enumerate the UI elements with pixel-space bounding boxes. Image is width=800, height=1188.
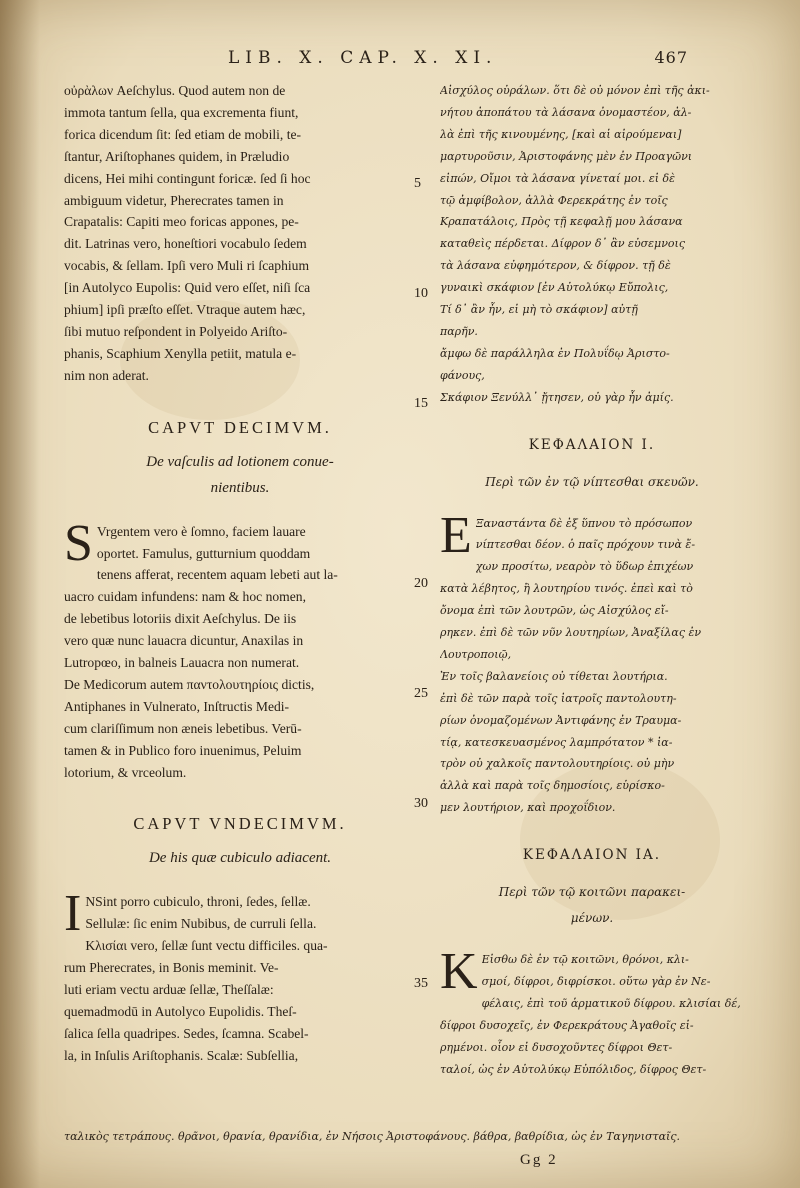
subtitle-line: μένων. (570, 911, 614, 926)
text-line: καταθεὶς πέρδεται. Δίφρον δ᾽ ἂν εὐσεμνοις (440, 237, 685, 251)
text-line: τὰ λάσανα εὐφημότερον, & δίφρον. τῇ δὲ (440, 259, 671, 273)
latin-column (64, 80, 416, 1067)
text-line: ſtantur, Ariſtophanes quidem, in Præludio (64, 148, 290, 164)
text-line: χων προσίτω, νεαρὸν τὸ ὕδωρ ἐπιχέων (475, 560, 694, 574)
text-line: τῷ ἀμφίβολον, ἀλλὰ Φερεκράτης ἐν τοῖς (440, 193, 668, 207)
greek-chapter-11-body (440, 943, 744, 1080)
greek-chapter-11-subtitle (440, 879, 744, 931)
drop-cap: Ε (440, 506, 472, 564)
text-line: ταλοί, ὡς ἐν Αὐτολύκῳ Εὐπόλιδος, δίφρος Θετ- (440, 1062, 707, 1076)
text-line: oportet. Famulus, gutturnium quoddam (96, 545, 311, 561)
text-line: Ἐν τοῖς βαλανείοις οὐ τίθεται λουτήρια. (440, 669, 668, 683)
text-line: de lebetibus lotoriis dixit Aeſchylus. De iis (64, 611, 297, 627)
drop-cap: S (64, 514, 93, 572)
text-line: Λουτροποιῷ, (440, 647, 512, 661)
text-line: Vrgentem vero è ſomno, faciem lauare (96, 523, 306, 539)
text-line: εἰπών, Οἴμοι τὰ λάσανα γίνεταί μοι. εἰ δὲ (440, 171, 676, 185)
text-line: σμοί, δίφροι, διφρίσκοι. οὕτω γὰρ ἐν Νε- (481, 975, 711, 988)
text-line: Αἰσχύλος οὐράλων. ὅτι δὲ οὐ μόνον ἐπὶ τῆς ἀκι- (440, 84, 710, 97)
text-line: λὰ ἐπὶ τῆς κινουμένης, [καὶ αἱ αἰρούμεναι] (440, 127, 682, 141)
line-number: 20 (414, 576, 428, 591)
text-line: κατὰ λέβητος, ἢ λουτηρίου τινός. ἐπεὶ καὶ τὸ (440, 582, 693, 596)
text-line: cum clariſſimum non æneis lebetibus. Verū- (64, 720, 302, 736)
line-number: 25 (414, 686, 428, 701)
text-line: phium] ipſi præſto eſſet. Vtraque autem hæc, (64, 302, 306, 318)
text-line: ὄνομα ἐπὶ τῶν λουτρῶν, ὡς Αἰσχύλος εἴ- (440, 604, 669, 618)
running-header (228, 48, 688, 68)
line-number: 15 (414, 396, 428, 411)
drop-cap: Κ (440, 943, 478, 1001)
text-line: Lutropœo, in balneis Lauacra non numerat. (64, 655, 300, 671)
text-line: Sellulæ: ſic enim Nubibus, de curruli ſella. (85, 916, 317, 932)
text-line: νίπτεσθαι δέον. ὁ παῖς πρόχουν τινὰ ἔ- (475, 538, 696, 552)
text-line: quemadmodū in Autolyco Eupolidis. Theſ- (64, 1003, 297, 1019)
text-line: φάνους, (440, 368, 485, 382)
text-line: δίφροι δυσοχεῖς, ἐν Φερεκράτους Ἀγαθοῖς εἰ- (440, 1018, 694, 1032)
text-line: forica dicendum ſit: ſed etiam de mobili, te- (64, 126, 302, 142)
running-head: LIB. X. CAP. X. XI. (228, 48, 498, 68)
text-line: phanis, Scaphium Xenylla petiit, matula e- (64, 345, 297, 361)
greek-chapter-10-body (440, 506, 744, 820)
gutter-shadow (0, 0, 40, 1188)
footer-greek-line: ταλικὸς τετράπους. θρᾶνοι, θρανία, θρανίδια, ἐν Νήσοις Ἀριστοφάνους. βάθρα, βαθρίδια, ὡς ἐν Ταγηνισταῖς. (64, 1130, 681, 1143)
text-line: Κραπατάλοις, Πρὸς τῇ κεφαλῇ μου λάσανα (440, 215, 683, 229)
line-number: 30 (414, 796, 428, 811)
text-line: Crapatalis: Capiti meo foricas appones, pe- (64, 214, 299, 230)
text-line: ρημένοι. οἷον εἰ δυσοχοῦντες δίφροι Θετ- (440, 1040, 673, 1054)
greek-intro-paragraph (440, 80, 744, 409)
signature-mark: Gg 2 (520, 1152, 558, 1168)
text-line: tenens afferat, recentem aquam lebeti aut la- (96, 567, 338, 583)
text-line: μεν λουτήριον, καὶ προχοΐδιον. (440, 801, 616, 815)
text-line: μαρτυροῦσιν, Ἀριστοφάνης μὲν ἐν Προαγῶνι (440, 149, 693, 163)
text-line: De Medicorum autem παντολουτηρίοις dictis, (64, 676, 315, 692)
line-number: 10 (414, 286, 428, 301)
latin-chapter-11-body (64, 885, 416, 1066)
drop-cap: I (64, 885, 82, 943)
text-line: τρὸν οὐ χαλκοῖς παντολουτηρίοις. οὐ μὴν (440, 757, 675, 771)
line-number: 5 (414, 176, 421, 191)
text-line: ſalica ſella quadripes. Sedes, ſcamna. Scabel- (64, 1025, 309, 1041)
text-line: οὐρὰλων Aeſchylus. Quod autem non de (64, 83, 286, 98)
text-line: [in Autolyco Eupolis: Quid vero eſſet, niſi ſca (64, 280, 311, 296)
text-line: vocabis, & ſellam. Ipſi vero Muli ri ſcaphium (64, 258, 310, 274)
text-line: γυναικὶ σκάφιον [ἐν Αὐτολύκῳ Εὔπολις, (440, 281, 669, 295)
text-line: uacro cuidam infundens: nam & hoc nomen, (64, 589, 306, 605)
text-line: tamen & in Publico foro inuenimus, Peluim (64, 742, 302, 758)
text-line: dit. Latrinas vero, honeſtiori vocabulo ſedem (64, 236, 307, 252)
text-line: ἐπὶ δὲ τῶν παρὰ τοῖς ἰατροῖς παντολουτη- (440, 691, 677, 705)
subtitle-line: nientibus. (210, 479, 270, 496)
text-line: Εἰσθω δὲ ἐν τῷ κοιτῶνι, θρόνοι, κλι- (481, 953, 689, 967)
text-line: nim non aderat. (64, 367, 149, 383)
text-line: Σκάφιον Ξενύλλ᾽ ᾔτησεν, οὐ γὰρ ἦν ἀμίς. (440, 390, 674, 404)
text-line: Κλισίαι vero, ſellæ ſunt vectu difficiles. qua- (85, 938, 328, 954)
text-line: ἄμφω δὲ παράλληλα ἐν Πολυΐδῳ Ἀριστο- (440, 346, 670, 360)
text-line: ambiguum videtur, Pherecrates tamen in (64, 192, 284, 208)
text-line: immota tantum ſella, qua excrementa fiunt, (64, 104, 299, 120)
text-line: ρηκεν. ἐπὶ δὲ τῶν νῦν λουτηρίων, Ἀναξίλας ἐν (440, 626, 702, 640)
text-line: Τί δ᾽ ἂν ἦν, εἰ μὴ τὸ σκάφιον] αὐτῇ (440, 303, 638, 317)
greek-chapter-10-title: ΚΕΦΑΛΑΙΟΝ Ι. (528, 436, 656, 453)
text-line: vero quæ nunc lauacra dicuntur, Anaxilas in (64, 633, 304, 649)
subtitle-line: Περὶ τῶν τῷ κοιτῶνι παρακει- (498, 885, 686, 900)
text-line: φέλαις, ἐπὶ τοῦ ἁρματικοῦ δίφρου. κλισίαι δέ, (481, 996, 741, 1010)
latin-intro-paragraph (64, 80, 416, 387)
text-line: luti eriam vectu arduæ ſellæ, Theſſalæ: (64, 982, 274, 997)
page-number: 467 (654, 48, 688, 67)
latin-chapter-10-title: CAPVT DECIMVM. (148, 417, 332, 437)
text-line: rum Pherecrates, in Bonis meminit. Ve- (64, 960, 279, 976)
text-line: Antiphanes in Vulnerato, Inſtructis Medi- (64, 698, 290, 714)
text-line: la, in Inſulis Ariſtophanis. Scalæ: Subſellia, (64, 1047, 299, 1063)
text-line: τίᾳ, κατεσκευασμένος λαμπρότατον * ἰα- (440, 735, 673, 749)
latin-chapter-11-subtitle: De his quæ cubiculo adiacent. (148, 850, 332, 867)
text-line: νήτου ἀποπάτου τὰ λάσανα ὀνομαστέον, ἀλ- (440, 105, 692, 119)
subtitle-line: De vaſculis ad lotionem conue- (146, 453, 334, 470)
latin-chapter-10-subtitle (64, 449, 416, 501)
text-line: ἀλλὰ καὶ παρὰ τοῖς δημοσίοις, εὑρίσκο- (440, 779, 665, 793)
greek-chapter-11-title: ΚΕΦΑΛΑΙΟΝ ΙΑ. (522, 847, 662, 864)
greek-column (440, 80, 744, 1081)
latin-chapter-10-body (64, 514, 416, 784)
greek-chapter-10-subtitle: Περὶ τῶν ἐν τῷ νίπτεσθαι σκευῶν. (485, 474, 699, 489)
text-line: ρίων ὀνομαζομένων Ἀντιφάνης ἐν Τραυμα- (440, 713, 682, 727)
text-line: NSint porro cubiculo, throni, ſedes, ſellæ. (85, 894, 311, 910)
latin-chapter-11-title: CAPVT VNDECIMVM. (133, 814, 347, 834)
text-line: Ξαναστάντα δὲ ἐξ ὕπνου τὸ πρόσωπον (475, 516, 693, 530)
text-line: παρῆν. (440, 324, 478, 338)
text-line: ſibi mutuo reſpondent in Polyeido Ariſto- (64, 323, 288, 339)
text-line: dicens, Hei mihi contingunt foricæ. ſed ſi hoc (64, 170, 311, 186)
line-number: 35 (414, 976, 428, 991)
text-line: lotorium, & vrceolum. (64, 764, 187, 780)
